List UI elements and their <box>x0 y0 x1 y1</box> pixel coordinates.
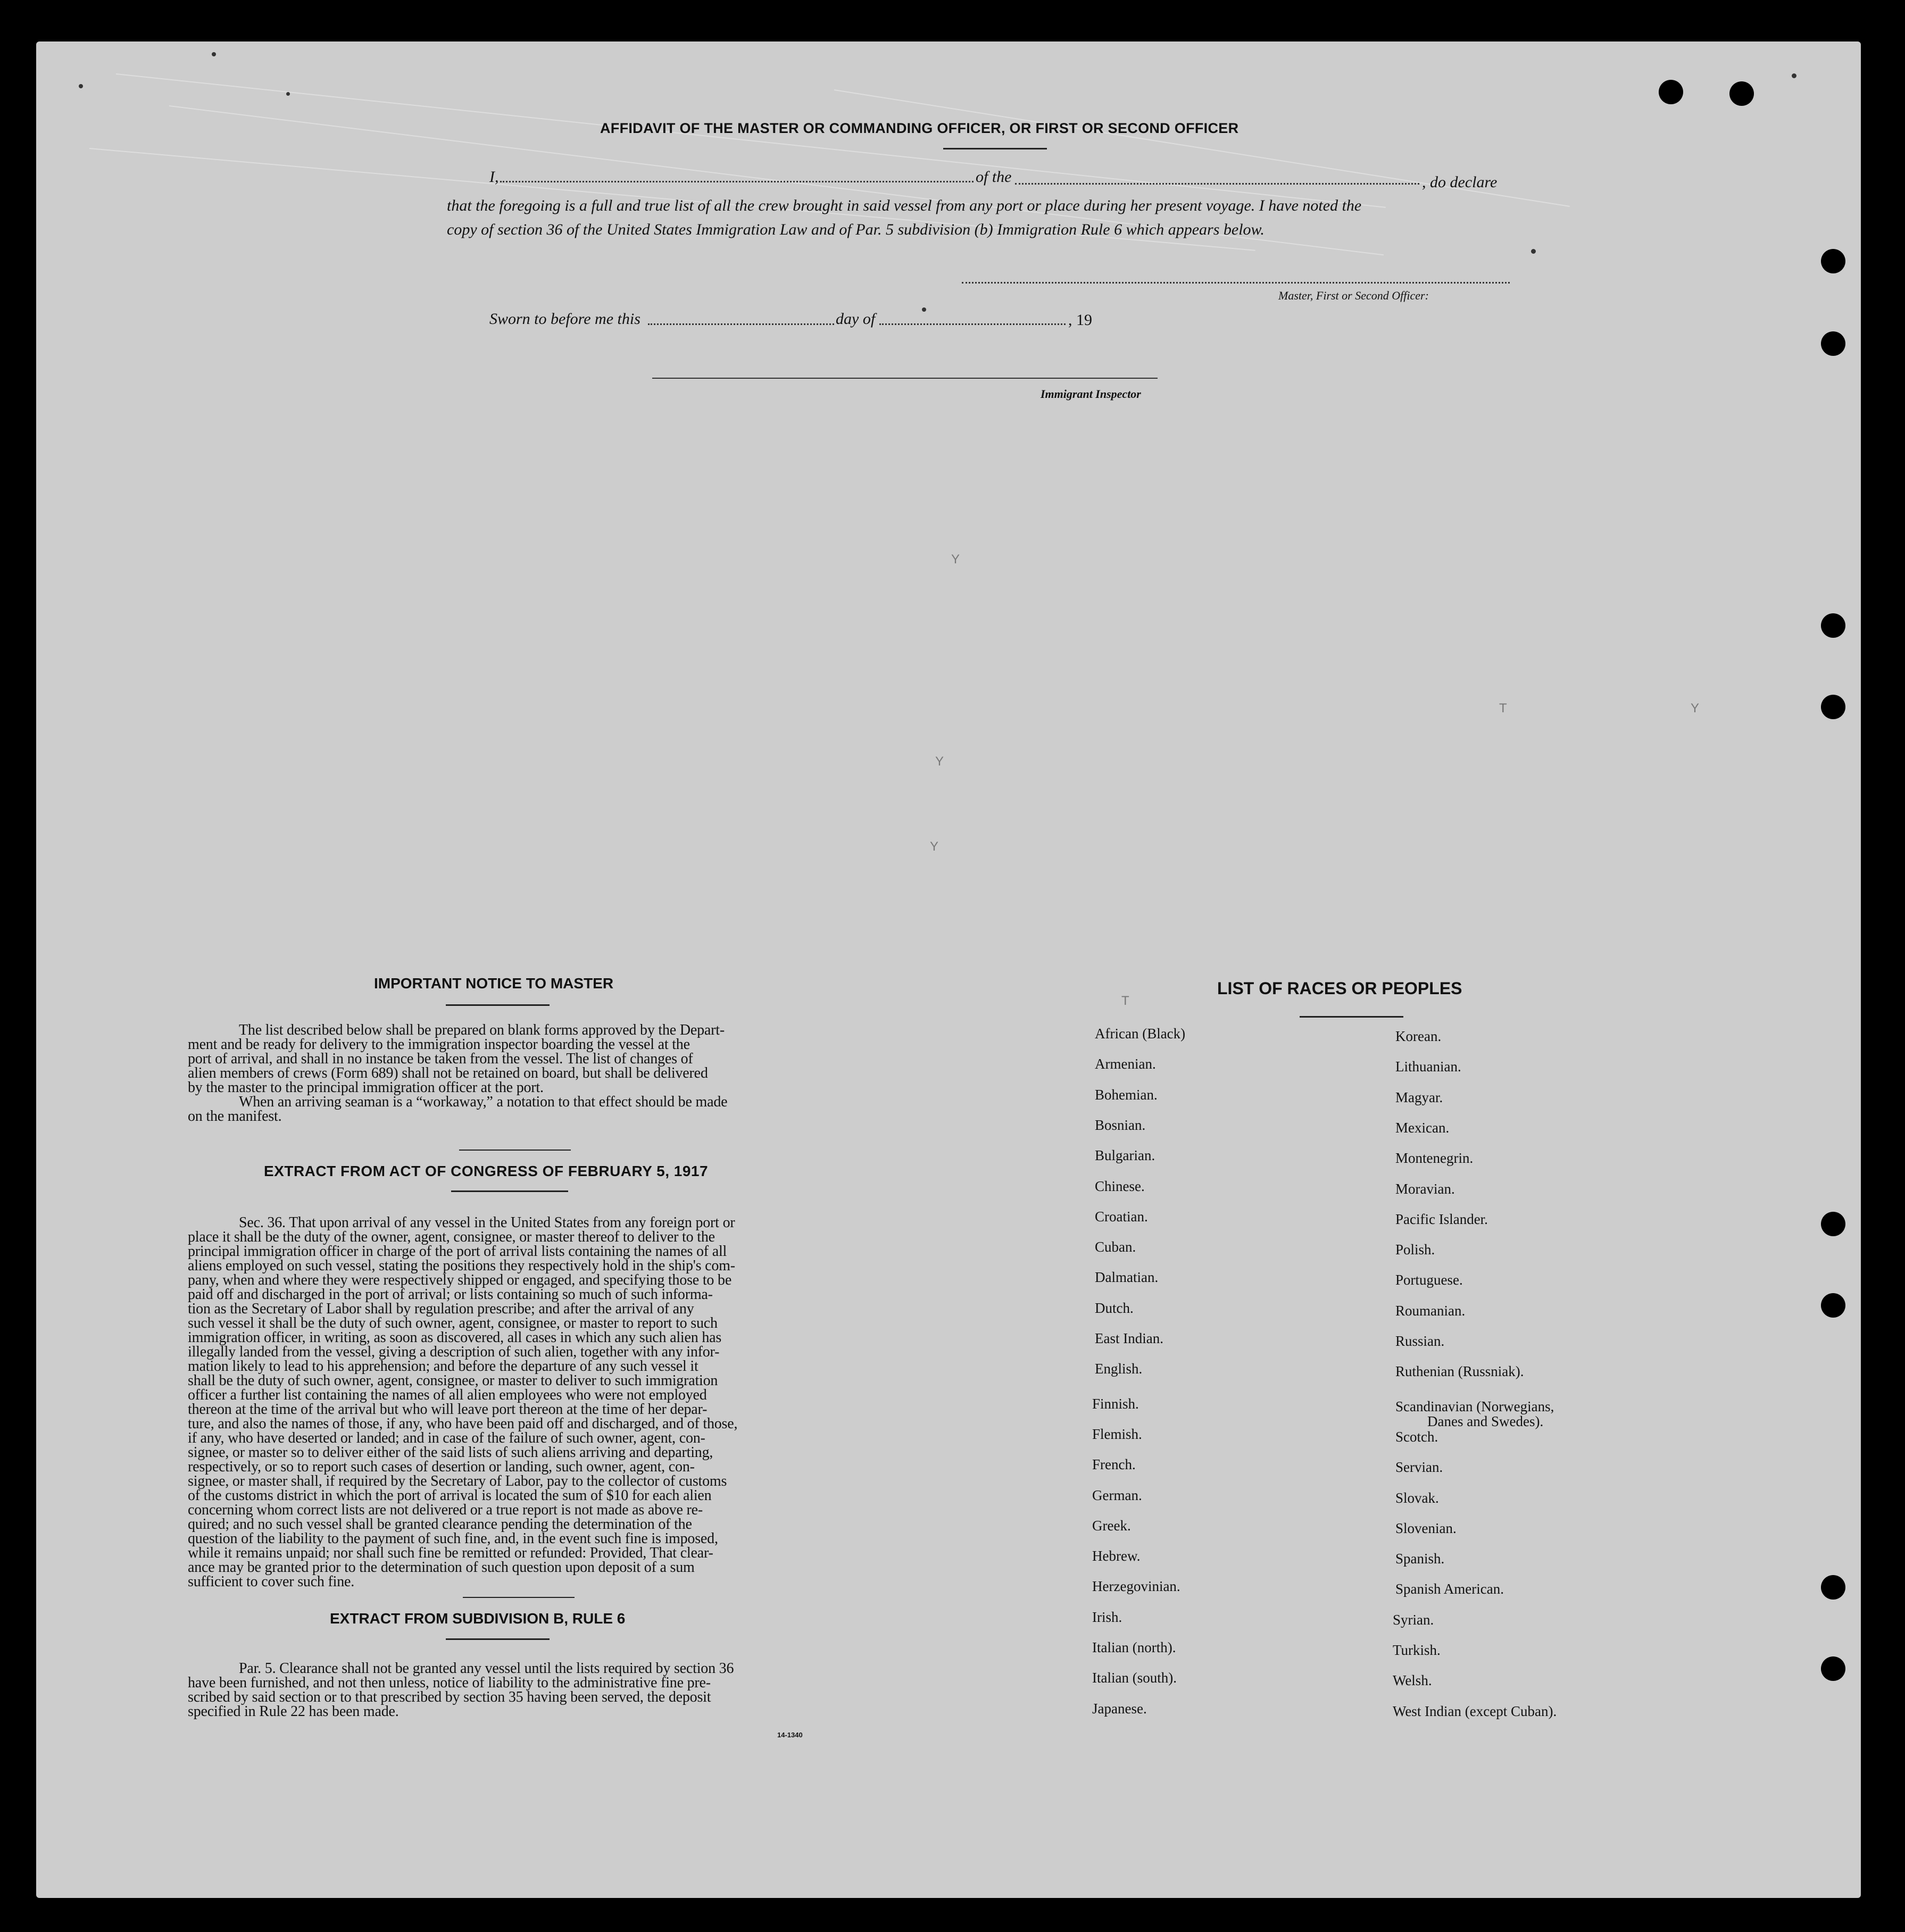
race-item: Italian (south). <box>1092 1670 1177 1686</box>
race-item: Slovak. <box>1395 1489 1439 1506</box>
race-item: Bulgarian. <box>1095 1147 1155 1164</box>
races-title: LIST OF RACES OR PEOPLES <box>1217 979 1462 998</box>
bleed-through-mark: T <box>1499 701 1507 715</box>
race-item: Bohemian. <box>1095 1086 1158 1103</box>
race-item: Italian (north). <box>1092 1639 1176 1655</box>
of-the-label: of the <box>976 168 1012 186</box>
rule6-title: EXTRACT FROM SUBDIVISION B, RULE 6 <box>330 1610 626 1627</box>
race-item: Bosnian. <box>1095 1117 1146 1133</box>
race-item: Croatian. <box>1095 1208 1148 1225</box>
race-item: Moravian. <box>1395 1180 1455 1197</box>
race-item: African (Black) <box>1095 1026 1186 1042</box>
race-item: Ruthenian (Russniak). <box>1395 1363 1524 1380</box>
act-line: quired; and no such vessel shall be granted clearance pending the determination of the <box>188 1516 692 1533</box>
bleed-through-mark: T <box>1121 994 1129 1008</box>
act-line: signee, or master so to deliver either of the said lists of such aliens arriving and departing, <box>188 1444 713 1461</box>
inspector-label: Immigrant Inspector <box>1041 387 1141 401</box>
speck <box>212 52 216 56</box>
race-item: German. <box>1092 1487 1142 1503</box>
speck <box>1531 249 1536 254</box>
punch-hole <box>1659 80 1683 104</box>
punch-hole <box>1821 1575 1845 1600</box>
affidavit-line-3: copy of section 36 of the United States Immigration Law and of Par. 5 subdivision (b) Immigration Rule 6 which appears below. <box>447 221 1265 238</box>
race-item: East Indian. <box>1095 1330 1163 1346</box>
race-item: Cuban. <box>1095 1239 1136 1255</box>
sworn-label: Sworn to before me this <box>489 310 640 328</box>
act-line: illegally landed from the vessel, giving a description of such alien, together with any infor- <box>188 1344 720 1360</box>
punch-hole <box>1821 613 1845 638</box>
race-item: Turkish. <box>1393 1642 1441 1658</box>
race-item: Scandinavian (Norwegians, <box>1395 1398 1554 1414</box>
race-item: Montenegrin. <box>1395 1150 1474 1167</box>
punch-hole <box>1821 1212 1845 1236</box>
act-underline <box>451 1190 568 1192</box>
act-line: question of the liability to the payment of such fine, and, in the event such fine is imposed, <box>188 1530 718 1547</box>
race-item: Slovenian. <box>1395 1520 1457 1536</box>
vessel-field[interactable] <box>1015 183 1419 185</box>
race-item: Spanish. <box>1395 1551 1445 1567</box>
race-item: Chinese. <box>1095 1178 1145 1194</box>
scan-streak <box>116 73 1386 208</box>
rule6-line: Par. 5. Clearance shall not be granted any vessel until the lists required by section 36 <box>239 1660 734 1677</box>
race-item: Russian. <box>1395 1333 1445 1349</box>
act-line: paid off and discharged in the port of arrival; or lists containing so much of such informa- <box>188 1286 713 1303</box>
affidavit-line-2: that the foregoing is a full and true list of all the crew brought in said vessel from any port or place during her present voyage. I have noted the <box>447 197 1362 214</box>
punch-hole <box>1821 695 1845 719</box>
race-item: Finnish. <box>1092 1395 1139 1412</box>
speck <box>79 84 83 88</box>
act-line: of the customs district in which the port of arrival is located the sum of $10 for each alien <box>188 1487 712 1504</box>
bleed-through-mark: Y <box>951 552 960 567</box>
rule6-line: have been furnished, and not then unless, notice of liability to the administrative fine pre- <box>188 1675 711 1691</box>
section-divider <box>463 1597 575 1598</box>
act-section-36 <box>188 1215 853 1589</box>
act-line: thereon at the time of the arrival but who will leave port thereon at the time of her depar- <box>188 1401 708 1418</box>
section-divider <box>459 1150 571 1151</box>
act-line: Sec. 36. That upon arrival of any vessel in the United States from any foreign port or <box>239 1214 735 1231</box>
act-line: mation likely to lead to his apprehension; and before the departure of any such vessel it <box>188 1358 698 1375</box>
notice-underline <box>446 1004 550 1006</box>
races-underline <box>1300 1016 1403 1018</box>
rule6-line: specified in Rule 22 has been made. <box>188 1703 399 1720</box>
punch-hole <box>1821 1656 1845 1681</box>
punch-hole <box>1821 1293 1845 1318</box>
race-item: Polish. <box>1395 1242 1435 1258</box>
act-line: concerning whom correct lists are not delivered or a true report is not made as above re- <box>188 1502 703 1518</box>
race-item: West Indian (except Cuban). <box>1393 1703 1557 1719</box>
race-item: English. <box>1095 1361 1143 1377</box>
punch-hole <box>1821 331 1845 356</box>
race-item: Welsh. <box>1393 1672 1432 1689</box>
race-item: Korean. <box>1395 1028 1442 1044</box>
act-line: ture, and also the names of those, if any, who have been paid off and discharged, and of those, <box>188 1415 738 1432</box>
rule6-paragraph <box>188 1661 853 1719</box>
act-line: place it shall be the duty of the owner, agent, consignee, or master thereof to deliver to the <box>188 1229 715 1245</box>
bleed-through-mark: Y <box>935 754 944 769</box>
notice-line: alien members of crews (Form 689) shall not be retained on board, but shall be delivered <box>188 1065 708 1081</box>
act-line: pany, when and where they were respectively shipped or engaged, and specifying those to be <box>188 1272 732 1288</box>
race-item: Syrian. <box>1393 1611 1434 1628</box>
notice-line: When an arriving seaman is a “workaway,” a notation to that effect should be made <box>239 1094 728 1110</box>
race-item: Japanese. <box>1092 1700 1147 1717</box>
day-of-label: day of <box>836 310 876 328</box>
notice-line: on the manifest. <box>188 1108 282 1125</box>
punch-hole <box>1729 81 1754 106</box>
title-underline <box>943 148 1047 149</box>
act-line: such vessel it shall be the duty of such owner, agent, consignee, or master to report to such <box>188 1315 718 1331</box>
act-line: principal immigration officer in charge of the port of arrival lists containing the names of all <box>188 1243 727 1260</box>
i-label: I, <box>489 168 499 186</box>
act-line: immigration officer, in writing, as soon as discovered, all cases in which any such alien has <box>188 1329 722 1346</box>
race-item: Herzegovinian. <box>1092 1578 1180 1595</box>
race-item: Dutch. <box>1095 1300 1134 1316</box>
act-line: respectively, or so to report such cases of desertion or landing, such owner, agent, con- <box>188 1459 695 1475</box>
master-signature-field[interactable] <box>962 282 1510 284</box>
speck <box>1792 73 1796 78</box>
race-item: Spanish American. <box>1395 1581 1504 1597</box>
race-item-continuation: Danes and Swedes). <box>1427 1413 1544 1429</box>
race-item: Pacific Islander. <box>1395 1211 1488 1227</box>
document-sheet <box>36 41 1861 1898</box>
race-item: Portuguese. <box>1395 1272 1463 1288</box>
inspector-signature-field[interactable] <box>652 378 1158 379</box>
race-item: Armenian. <box>1095 1056 1156 1072</box>
race-item: Greek. <box>1092 1517 1131 1534</box>
race-item: Magyar. <box>1395 1089 1443 1105</box>
race-item: Flemish. <box>1092 1426 1142 1442</box>
rule6-line: scribed by said section or to that prescribed by section 35 having been served, the deposit <box>188 1689 711 1705</box>
act-line: sufficient to cover such fine. <box>188 1573 355 1590</box>
punch-hole <box>1821 249 1845 273</box>
notice-line: The list described below shall be prepared on blank forms approved by the Depart- <box>239 1022 725 1038</box>
act-line: while it remains unpaid; nor shall such fine be remitted or refunded: Provided, That clear- <box>188 1545 713 1561</box>
bleed-through-mark: Y <box>1691 701 1700 715</box>
act-line: if any, who have deserted or landed; and in case of the failure of such owner, agent, con- <box>188 1430 705 1446</box>
race-item: Roumanian. <box>1395 1302 1466 1319</box>
speck <box>922 307 926 312</box>
notice-line: by the master to the principal immigration officer at the port. <box>188 1079 544 1096</box>
sworn-day-field[interactable] <box>648 323 834 325</box>
speck <box>286 92 290 96</box>
act-line: ance may be granted prior to the determination of such question upon deposit of a sum <box>188 1559 695 1576</box>
form-number: 14-1340 <box>777 1731 803 1739</box>
year-label: , 19 <box>1068 311 1092 329</box>
race-item: French. <box>1092 1456 1136 1473</box>
notice-paragraph-1 <box>188 1023 853 1123</box>
bleed-through-mark: Y <box>930 839 939 854</box>
master-signature-label: Master, First or Second Officer: <box>1278 289 1429 302</box>
act-line: tion as the Secretary of Labor shall by regulation prescribe; and after the arrival of any <box>188 1301 694 1317</box>
race-item: Dalmatian. <box>1095 1269 1159 1286</box>
race-item: Mexican. <box>1395 1119 1450 1136</box>
notice-line: ment and be ready for delivery to the immigration inspector boarding the vessel at the <box>188 1036 690 1053</box>
race-item: Scotch. <box>1395 1428 1438 1445</box>
affidavit-title: AFFIDAVIT OF THE MASTER OR COMMANDING OFFICER, OR FIRST OR SECOND OFFICER <box>600 120 1239 136</box>
rule6-underline <box>446 1638 550 1640</box>
race-item: Lithuanian. <box>1395 1059 1461 1075</box>
race-item: Servian. <box>1395 1459 1443 1476</box>
act-line: shall be the duty of such owner, agent, consignee, or master to deliver to such immigration <box>188 1372 718 1389</box>
do-declare-label: , do declare <box>1422 173 1498 191</box>
act-line: signee, or master shall, if required by the Secretary of Labor, pay to the collector of customs <box>188 1473 727 1489</box>
race-item: Irish. <box>1092 1609 1122 1625</box>
act-line: officer a further list containing the names of all alien employees who were not employed <box>188 1387 707 1403</box>
name-field[interactable] <box>500 181 974 182</box>
act-line: aliens employed on such vessel, stating the positions they respectively hold in the ship's com- <box>188 1258 735 1274</box>
notice-line: port of arrival, and shall in no instance be taken from the vessel. The list of changes of <box>188 1051 693 1067</box>
race-item: Hebrew. <box>1092 1548 1141 1564</box>
sworn-month-field[interactable] <box>879 323 1066 325</box>
act-title: EXTRACT FROM ACT OF CONGRESS OF FEBRUARY 5, 1917 <box>264 1163 709 1179</box>
notice-title: IMPORTANT NOTICE TO MASTER <box>374 975 614 992</box>
